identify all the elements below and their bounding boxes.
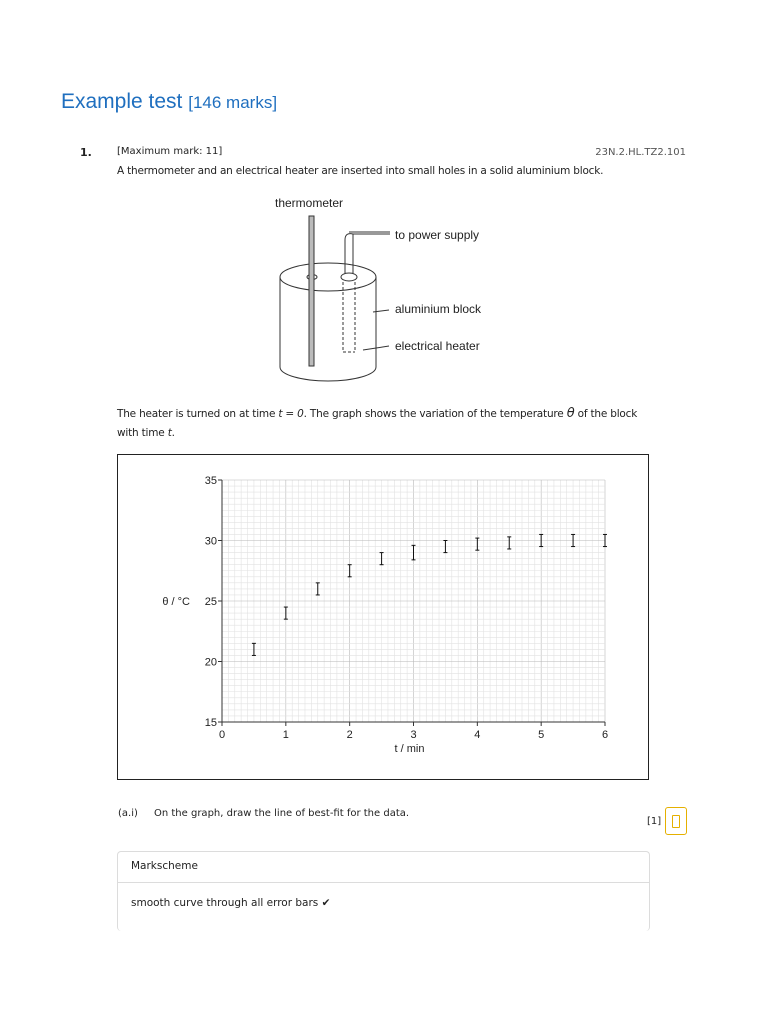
x-tick-label: 0 <box>218 729 226 741</box>
x-tick-label: 4 <box>474 729 481 741</box>
part-question: On the graph, draw the line of best-fit for the data. <box>154 808 410 819</box>
question-number: 1. <box>80 146 92 159</box>
heater-outline <box>343 282 355 352</box>
y-tick-label: 20 <box>204 656 217 669</box>
y-axis-label: θ / °C <box>162 596 190 608</box>
y-tick-label: 30 <box>204 535 217 548</box>
label-aluminium-block: aluminium block <box>395 302 482 316</box>
x-axis-label: t / min <box>394 743 425 755</box>
y-tick-label: 35 <box>204 475 217 487</box>
page-title <box>61 90 277 114</box>
question-intro: A thermometer and an electrical heater are inserted into small holes in a solid aluminium block. <box>117 165 604 177</box>
y-tick-label: 25 <box>204 596 217 608</box>
annotate-button[interactable] <box>665 807 687 835</box>
block-top <box>280 263 376 291</box>
label-power-supply: to power supply <box>395 228 480 242</box>
question-max-mark: [Maximum mark: 11] <box>117 146 223 157</box>
block-body <box>280 277 376 381</box>
markscheme-header[interactable]: Markscheme <box>118 852 649 883</box>
x-tick-label: 5 <box>538 729 545 741</box>
thermometer-stem <box>309 216 314 366</box>
apparatus-diagram <box>265 192 505 392</box>
part-marks: [1] <box>647 816 662 827</box>
test-total-marks: [146 marks] <box>188 93 278 112</box>
error-bar <box>507 537 511 549</box>
x-tick-label: 6 <box>601 729 609 741</box>
label-electrical-heater: electrical heater <box>395 339 480 353</box>
x-tick-label: 1 <box>282 729 289 741</box>
markscheme-body: smooth curve through all error bars ✔ <box>131 897 331 909</box>
y-tick-label: 15 <box>204 717 217 729</box>
label-thermometer: thermometer <box>275 196 344 210</box>
markscheme-panel <box>117 851 650 931</box>
x-tick-label: 3 <box>410 729 417 741</box>
graph-intro: The heater is turned on at time t = 0. The graph shows the variation of the temperature θ of the block with time t. <box>117 406 638 439</box>
temperature-chart <box>118 455 650 781</box>
x-tick-label: 2 <box>346 729 353 741</box>
error-bar <box>475 538 479 550</box>
pencil-icon <box>672 815 680 828</box>
part-label: (a.i) <box>118 808 138 819</box>
question-code: 23N.2.HL.TZ2.101 <box>595 147 686 158</box>
graph-box <box>117 454 649 780</box>
test-title: Example test <box>61 90 183 113</box>
